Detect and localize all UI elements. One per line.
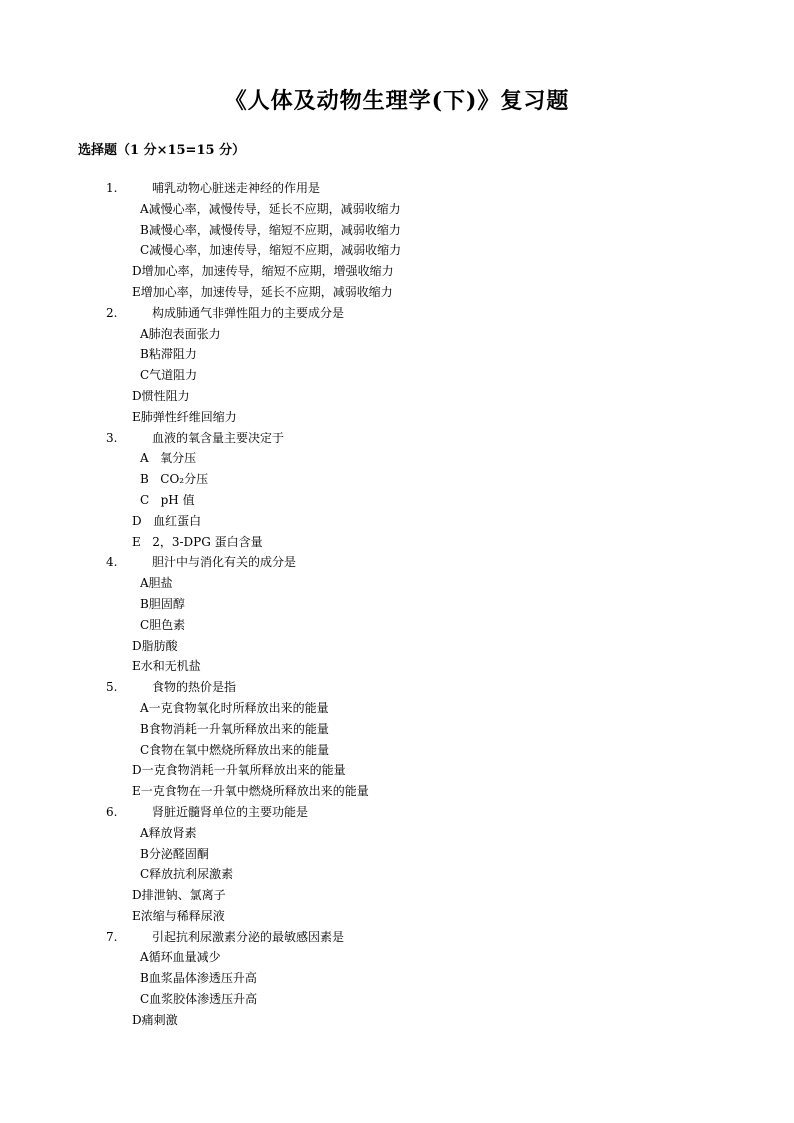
question-text: 血液的氧含量主要决定于 xyxy=(152,430,285,445)
question-number: 2. xyxy=(106,305,118,320)
question-number: 4. xyxy=(106,555,118,570)
option-c: C气道阻力 xyxy=(140,368,198,383)
option-c: C pH 值 xyxy=(140,492,195,507)
question-4 xyxy=(0,552,794,573)
question-5 xyxy=(0,677,794,698)
option-a: A胆盐 xyxy=(140,576,173,591)
option-c: C减慢心率，加速传导，缩短不应期，减弱收缩力 xyxy=(140,243,402,258)
option-b: B分泌醛固酮 xyxy=(140,846,209,861)
option-c: C胆色素 xyxy=(140,617,186,632)
option-d: D惯性阻力 xyxy=(132,388,190,403)
option-a: A减慢心率，减慢传导，延长不应期，减弱收缩力 xyxy=(140,201,401,216)
question-2 xyxy=(0,303,794,324)
option-d: D痛刺激 xyxy=(132,1012,178,1027)
question-text: 肾脏近髓肾单位的主要功能是 xyxy=(152,804,309,819)
question-number: 6. xyxy=(106,804,118,819)
document-title: 《人体及动物生理学(下)》复习题 xyxy=(224,88,570,114)
question-7 xyxy=(0,927,794,948)
option-e: E水和无机盐 xyxy=(132,659,201,674)
option-d: D排泄钠、氯离子 xyxy=(132,888,226,903)
question-6 xyxy=(0,802,794,823)
option-e: E浓缩与稀释尿液 xyxy=(132,908,225,923)
question-text: 哺乳动物心脏迷走神经的作用是 xyxy=(152,181,321,195)
question-3 xyxy=(0,428,794,449)
option-d: D脂肪酸 xyxy=(132,638,178,653)
option-a: A肺泡表面张力 xyxy=(140,326,221,341)
question-text: 引起抗利尿激素分泌的最敏感因素是 xyxy=(152,929,345,944)
option-e: E肺弹性纤维回缩力 xyxy=(132,409,237,424)
question-number: 7. xyxy=(106,929,118,944)
question-number: 5. xyxy=(106,680,118,695)
option-a: A循环血量减少 xyxy=(140,950,221,965)
option-b: B粘滞阻力 xyxy=(140,347,197,362)
option-a: A一克食物氧化时所释放出来的能量 xyxy=(140,700,329,715)
question-1 xyxy=(0,178,794,199)
option-d: D 血红蛋白 xyxy=(132,513,202,528)
option-c: C食物在氧中燃烧所释放出来的能量 xyxy=(140,742,330,757)
question-number: 3. xyxy=(106,430,118,445)
question-text: 构成肺通气非弹性阻力的主要成分是 xyxy=(152,305,345,320)
question-list xyxy=(0,178,794,1031)
option-e: E 2，3-DPG 蛋白含量 xyxy=(132,534,263,549)
option-c: C血浆胶体渗透压升高 xyxy=(140,992,258,1007)
option-e: E一克食物在一升氧中燃烧所释放出来的能量 xyxy=(132,784,369,799)
option-d: D一克食物消耗一升氧所释放出来的能量 xyxy=(132,763,346,778)
option-e: E增加心率，加速传导，延长不应期，减弱收缩力 xyxy=(132,284,393,299)
option-b: B血浆晶体渗透压升高 xyxy=(140,971,257,986)
option-a: A释放肾素 xyxy=(140,825,197,840)
question-number: 1. xyxy=(106,181,118,195)
option-b: B食物消耗一升氧所释放出来的能量 xyxy=(140,721,329,736)
option-b: B CO₂分压 xyxy=(140,472,209,487)
option-a: A 氧分压 xyxy=(140,451,197,466)
question-text: 食物的热价是指 xyxy=(152,680,237,695)
option-b: B减慢心率，减慢传导，缩短不应期，减弱收缩力 xyxy=(140,222,401,237)
question-text: 胆汁中与消化有关的成分是 xyxy=(152,555,297,570)
option-d: D增加心率，加速传导，缩短不应期，增强收缩力 xyxy=(132,264,394,279)
section-heading: 选择题（1 分×15=15 分） xyxy=(78,143,246,158)
option-b: B胆固醇 xyxy=(140,596,185,611)
option-c: C释放抗利尿激素 xyxy=(140,867,234,882)
